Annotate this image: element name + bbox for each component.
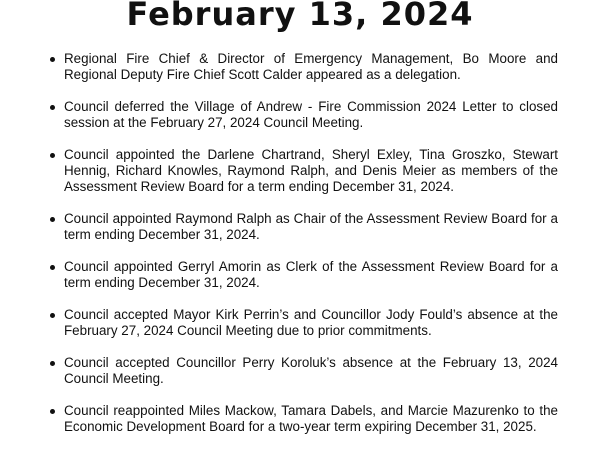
list-item: Council reappointed Miles Mackow, Tamara Dabels, and Marcie Mazurenko to the Economic Development Board for a two-year term expiring December 31, 2025. bbox=[64, 403, 558, 434]
list-item: Council appointed the Darlene Chartrand, Sheryl Exley, Tina Groszko, Stewart Hennig, Richard Knowles, Raymond Ralph, and Denis Meier as members of the Assessment Review Board for a term ending December 31, 2024. bbox=[64, 147, 558, 194]
list-item: Council appointed Gerryl Amorin as Clerk of the Assessment Review Board for a term ending December 31, 2024. bbox=[64, 259, 558, 290]
list-item: Council deferred the Village of Andrew - Fire Commission 2024 Letter to closed session at the February 27, 2024 Council Meeting. bbox=[64, 99, 558, 130]
list-item: Regional Fire Chief & Director of Emergency Management, Bo Moore and Regional Deputy Fire Chief Scott Calder appeared as a delegation. bbox=[64, 51, 558, 82]
page-heading: February 13, 2024 bbox=[126, 0, 474, 33]
list-item: Council accepted Mayor Kirk Perrin’s and Councillor Jody Fould’s absence at the February 27, 2024 Council Meeting due to prior commitments. bbox=[64, 307, 558, 338]
list-item: Council accepted Councillor Perry Koroluk’s absence at the February 13, 2024 Council Meeting. bbox=[64, 355, 558, 386]
list-item: Council appointed Raymond Ralph as Chair of the Assessment Review Board for a term ending December 31, 2024. bbox=[64, 211, 558, 242]
council-decisions-list bbox=[64, 51, 558, 451]
